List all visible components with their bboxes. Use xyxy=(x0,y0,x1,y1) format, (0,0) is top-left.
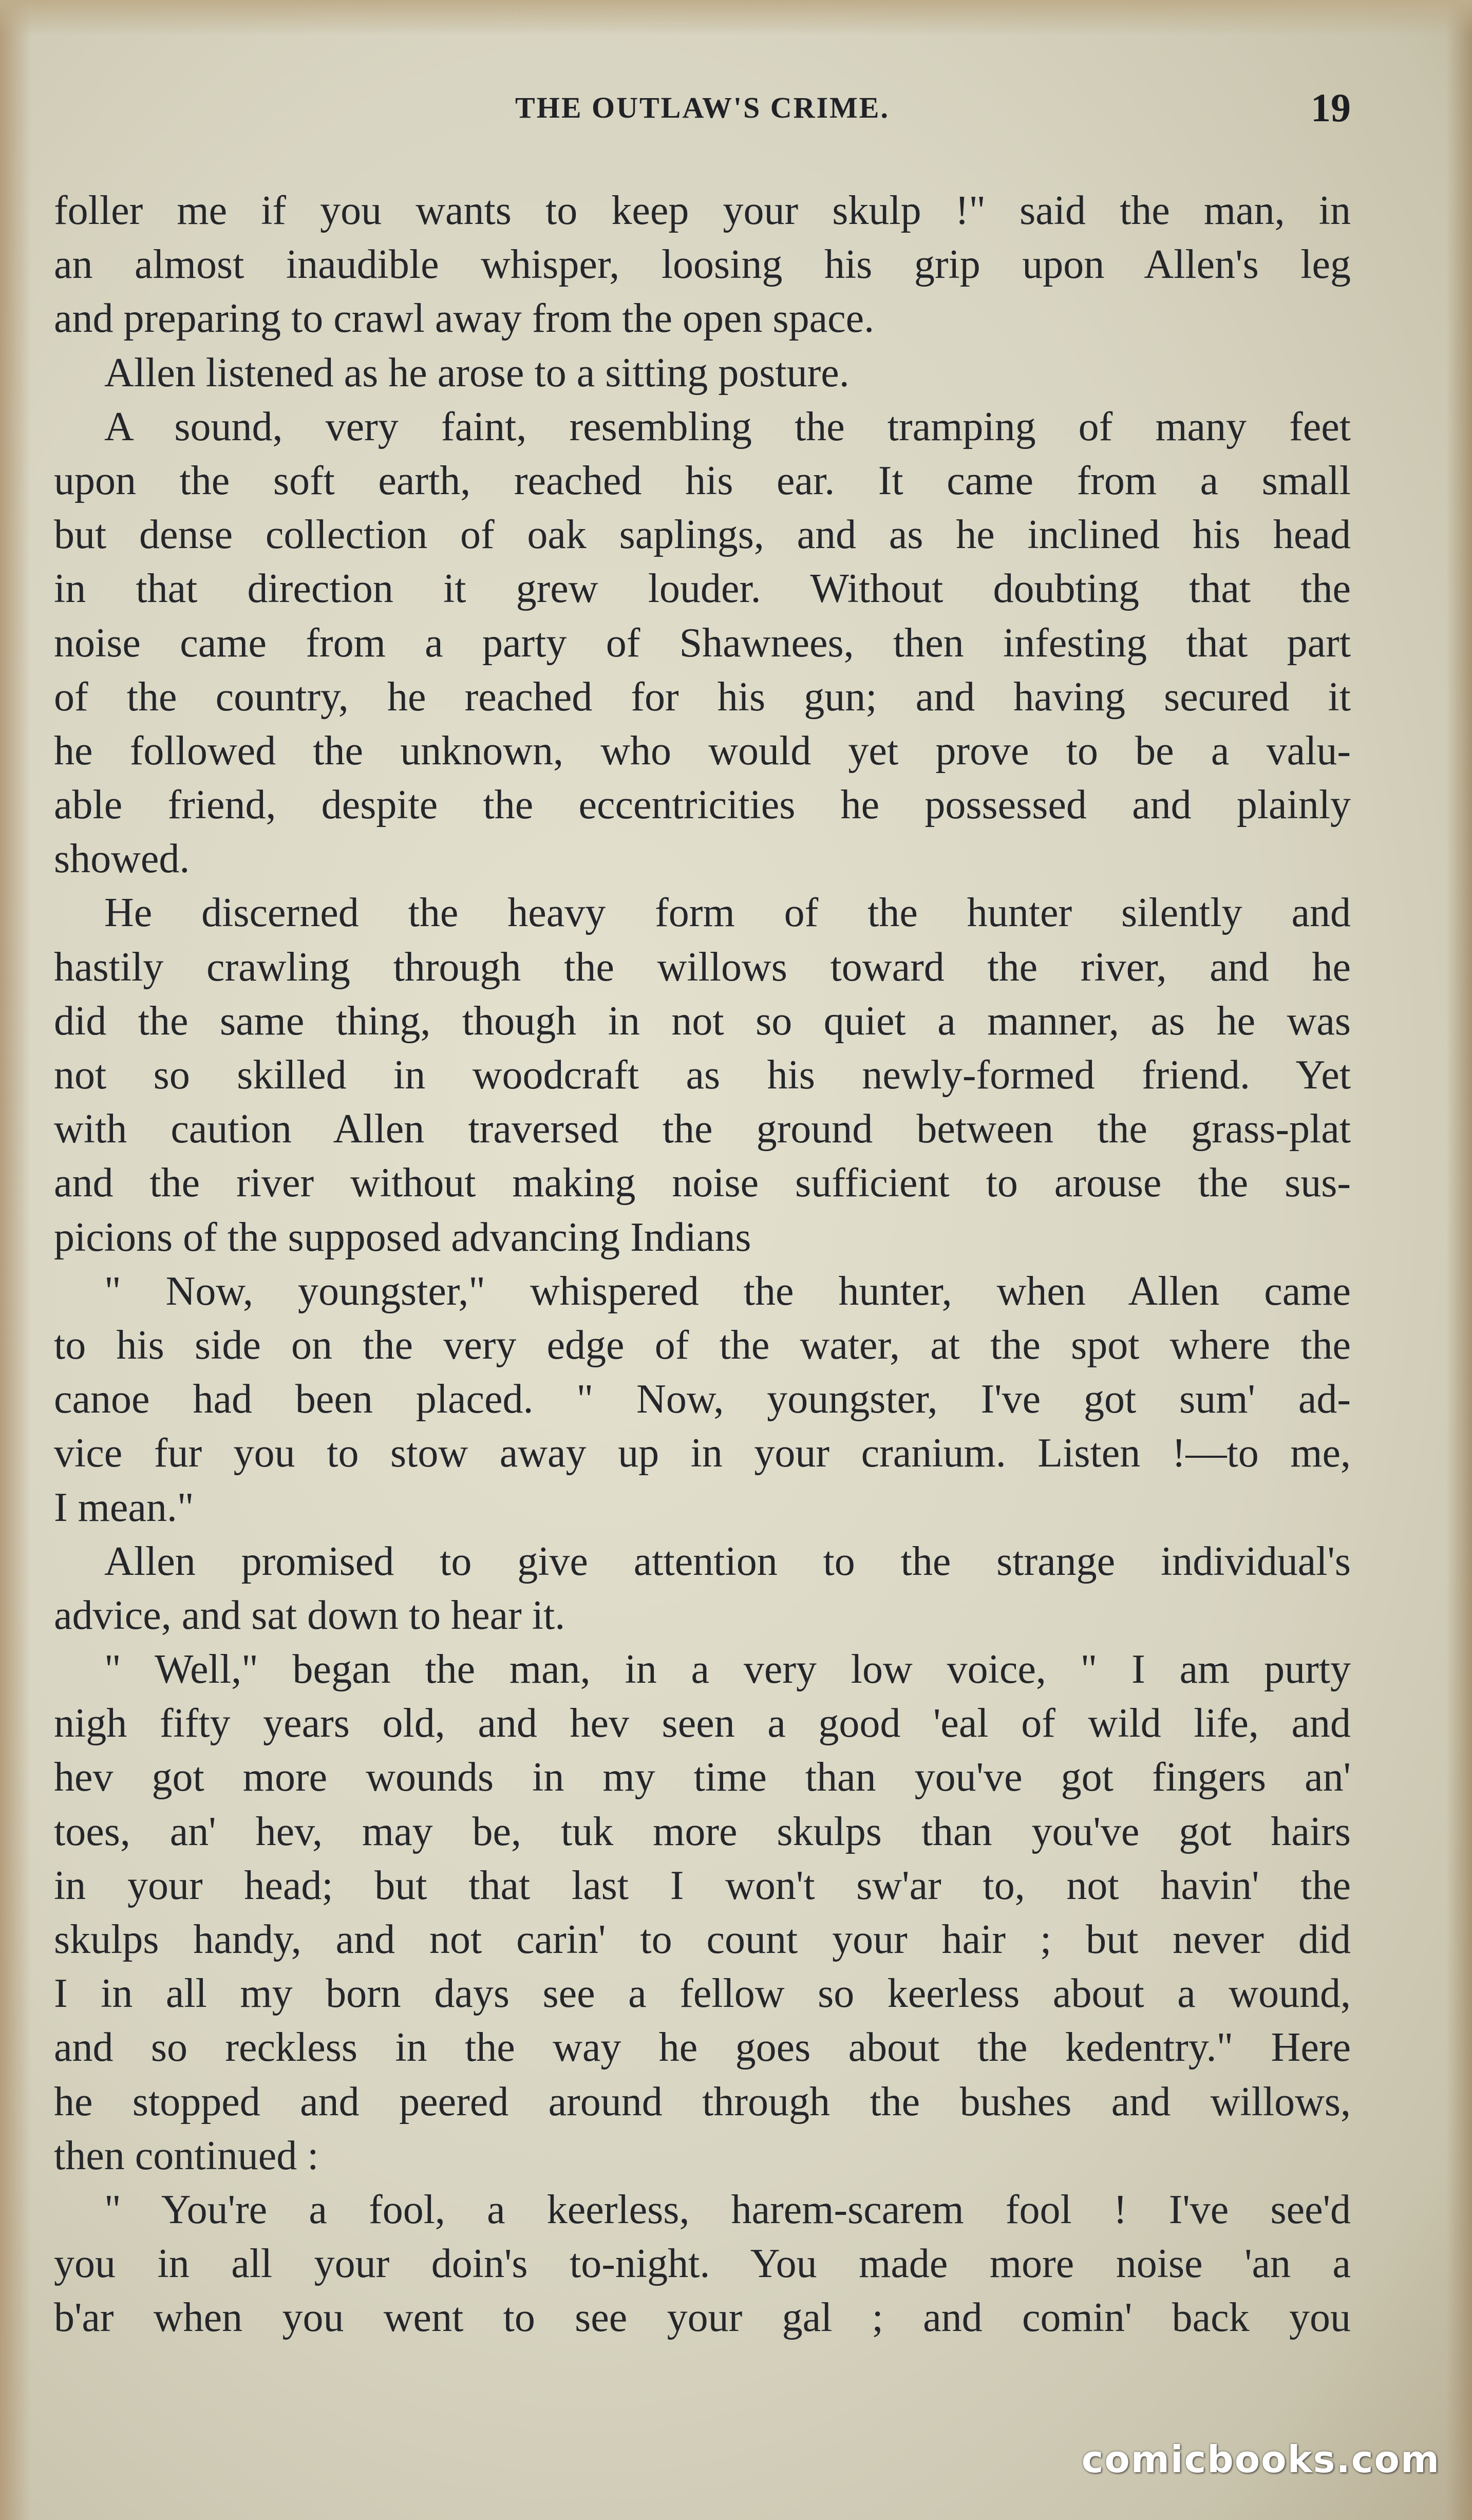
text-line: he stopped and peered around through the bushes and willows, xyxy=(54,2079,1351,2124)
text-line: but dense collection of oak saplings, and as he inclined his head xyxy=(54,512,1351,558)
text-line: foller me if you wants to keep your skulp !" said the man, in xyxy=(54,188,1351,233)
text-line: he followed the unknown, who would yet prove to be a valu- xyxy=(54,728,1351,774)
text-line: hastily crawling through the willows toward the river, and he xyxy=(54,944,1351,990)
text-line: I mean." xyxy=(54,1484,194,1530)
text-line: an almost inaudible whisper, loosing his grip upon Allen's leg xyxy=(54,242,1351,288)
text-line: did the same thing, though in not so quiet a manner, as he was xyxy=(54,998,1351,1044)
text-line: skulps handy, and not carin' to count your hair ; but never did xyxy=(54,1917,1351,1962)
text-line: vice fur you to stow away up in your cranium. Listen !—to me, xyxy=(54,1431,1351,1476)
text-line: you in all your doin's to-night. You made more noise 'an a xyxy=(54,2241,1351,2287)
text-line: " Well," began the man, in a very low voice, " I am purty xyxy=(104,1647,1351,1692)
watermark: comicbooks.com xyxy=(1081,2438,1440,2481)
text-line: nigh fifty years old, and hev seen a good 'eal of wild life, and xyxy=(54,1701,1351,1746)
text-line: picions of the supposed advancing Indians xyxy=(54,1214,751,1260)
text-line: b'ar when you went to see your gal ; and comin' back you xyxy=(54,2295,1351,2341)
text-line: Allen listened as he arose to a sitting posture. xyxy=(104,350,850,396)
text-line: " Now, youngster," whispered the hunter, when Allen came xyxy=(104,1268,1351,1314)
text-line: of the country, he reached for his gun; and having secured it xyxy=(54,674,1351,720)
text-line: advice, and sat down to hear it. xyxy=(54,1592,565,1638)
text-line: He discerned the heavy form of the hunter silently and xyxy=(104,890,1351,936)
text-line: I in all my born days see a fellow so keerless about a wound, xyxy=(54,1971,1351,2017)
text-line: in your head; but that last I won't sw'ar to, not havin' the xyxy=(54,1863,1351,1908)
text-line: not so skilled in woodcraft as his newly-formed friend. Yet xyxy=(54,1052,1351,1098)
running-head: THE OUTLAW'S CRIME. xyxy=(515,91,890,124)
text-line: with caution Allen traversed the ground between the grass-plat xyxy=(54,1106,1351,1152)
text-line: and preparing to crawl away from the open space. xyxy=(54,296,875,342)
body-text xyxy=(54,184,1351,2345)
text-line: hev got more wounds in my time than you've got fingers an' xyxy=(54,1755,1351,1800)
text-line: and the river without making noise sufficient to arouse the sus- xyxy=(54,1160,1351,1206)
text-line: noise came from a party of Shawnees, then infesting that part xyxy=(54,620,1351,666)
text-line: in that direction it grew louder. Without doubting that the xyxy=(54,566,1351,612)
text-line: canoe had been placed. " Now, youngster, I've got sum' ad- xyxy=(54,1377,1351,1422)
page-number: 19 xyxy=(1311,85,1351,130)
text-line: then continued : xyxy=(54,2133,319,2178)
page-header xyxy=(54,82,1351,134)
page-edge-shadow-top xyxy=(0,0,1472,36)
page-edge-shadow-left xyxy=(0,0,31,2520)
text-line: " You're a fool, a keerless, harem-scarem fool ! I've see'd xyxy=(104,2187,1351,2232)
page-edge-shadow-right xyxy=(1446,0,1472,2520)
text-line: showed. xyxy=(54,836,190,882)
text-line: and so reckless in the way he goes about the kedentry." Here xyxy=(54,2025,1351,2071)
text-line: A sound, very faint, resembling the tramping of many feet xyxy=(104,404,1351,449)
text-line: to his side on the very edge of the water, at the spot where the xyxy=(54,1322,1351,1368)
text-line: upon the soft earth, reached his ear. It came from a small xyxy=(54,458,1351,503)
text-line: able friend, despite the eccentricities he possessed and plainly xyxy=(54,782,1351,828)
text-line: toes, an' hev, may be, tuk more skulps than you've got hairs xyxy=(54,1809,1351,1854)
text-line: Allen promised to give attention to the strange individual's xyxy=(104,1538,1351,1584)
